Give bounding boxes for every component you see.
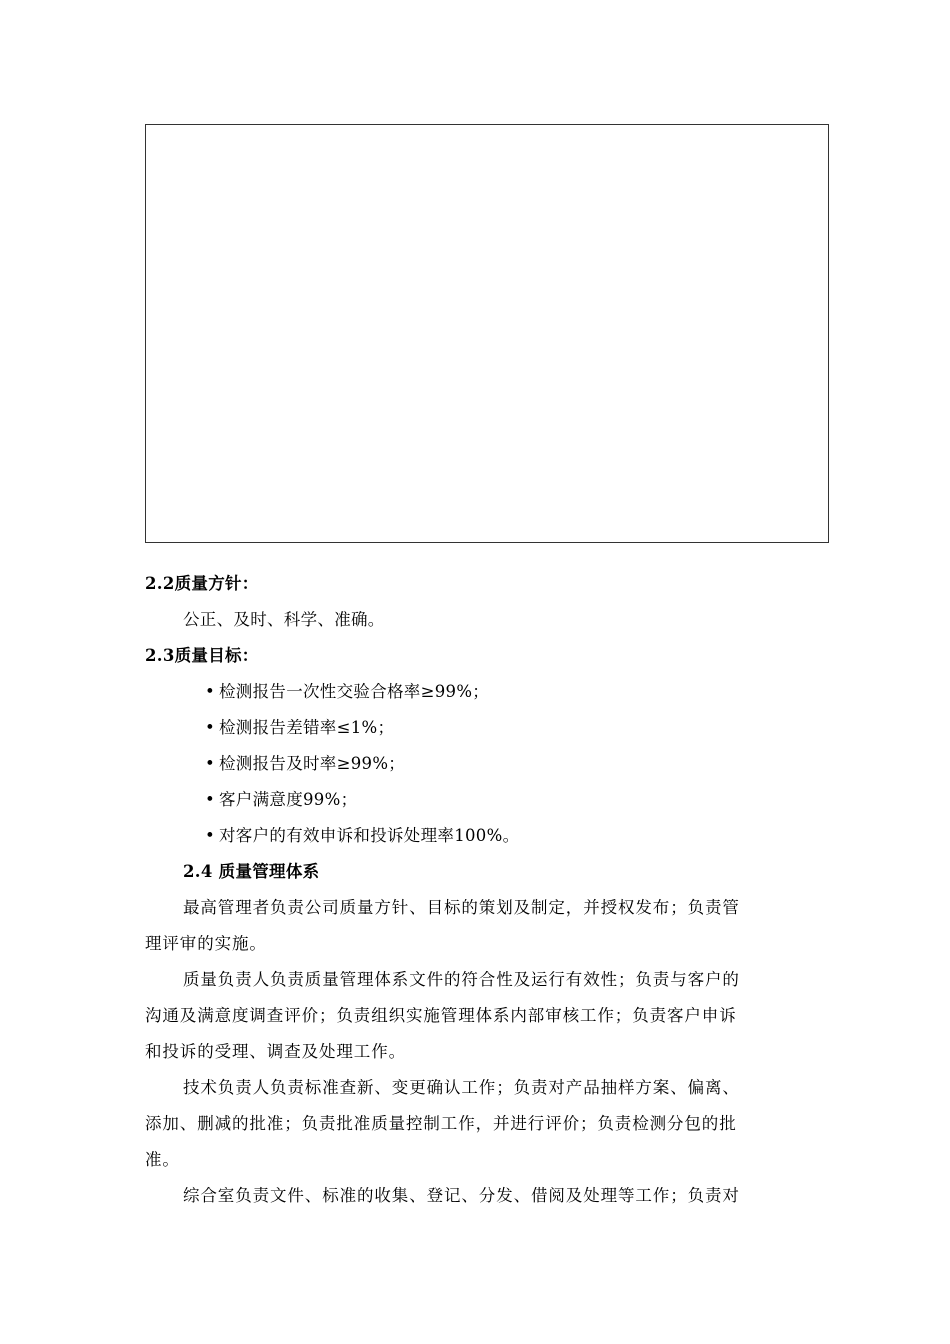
bullet-icon: • [205,826,216,845]
section-2-2-heading: 2.2质量方针： [145,574,259,593]
list-item [205,718,394,738]
paragraph-line: 最高管理者负责公司质量方针、目标的策划及制定，并授权发布；负责管 [183,898,740,917]
paragraph-line: 和投诉的受理、调查及处理工作。 [145,1042,406,1061]
paragraph-line: 沟通及满意度调查评价；负责组织实施管理体系内部审核工作；负责客户申诉 [145,1006,737,1025]
list-item-text: 对客户的有效申诉和投诉处理率100%。 [219,826,520,845]
section-2-4-heading: 2.4 质量管理体系 [183,862,320,881]
paragraph-line: 质量负责人负责质量管理体系文件的符合性及运行有效性；负责与客户的 [183,970,740,989]
paragraph-line: 综合室负责文件、标准的收集、登记、分发、借阅及处理等工作；负责对 [183,1186,740,1205]
paragraph-line: 准。 [145,1150,180,1169]
section-2-2-body: 公正、及时、科学、准确。 [183,610,385,629]
list-item-text: 检测报告差错率≤1%； [219,718,395,737]
list-item-text: 检测报告及时率≥99%； [219,754,406,773]
empty-figure-frame [145,124,829,543]
list-item [205,682,489,702]
list-item-text: 检测报告一次性交验合格率≥99%； [219,682,490,701]
bullet-icon: • [205,790,216,809]
section-2-3-heading: 2.3质量目标： [145,646,259,665]
bullet-icon: • [205,682,216,701]
list-item [205,826,519,846]
list-item [205,790,357,810]
paragraph-line: 理评审的实施。 [145,934,267,953]
list-item-text: 客户满意度99%； [219,790,358,809]
bullet-icon: • [205,754,216,773]
list-item [205,754,405,774]
paragraph-line: 添加、删减的批准；负责批准质量控制工作，并进行评价；负责检测分包的批 [145,1114,737,1133]
paragraph-line: 技术负责人负责标准查新、变更确认工作；负责对产品抽样方案、偏离、 [183,1078,740,1097]
bullet-icon: • [205,718,216,737]
